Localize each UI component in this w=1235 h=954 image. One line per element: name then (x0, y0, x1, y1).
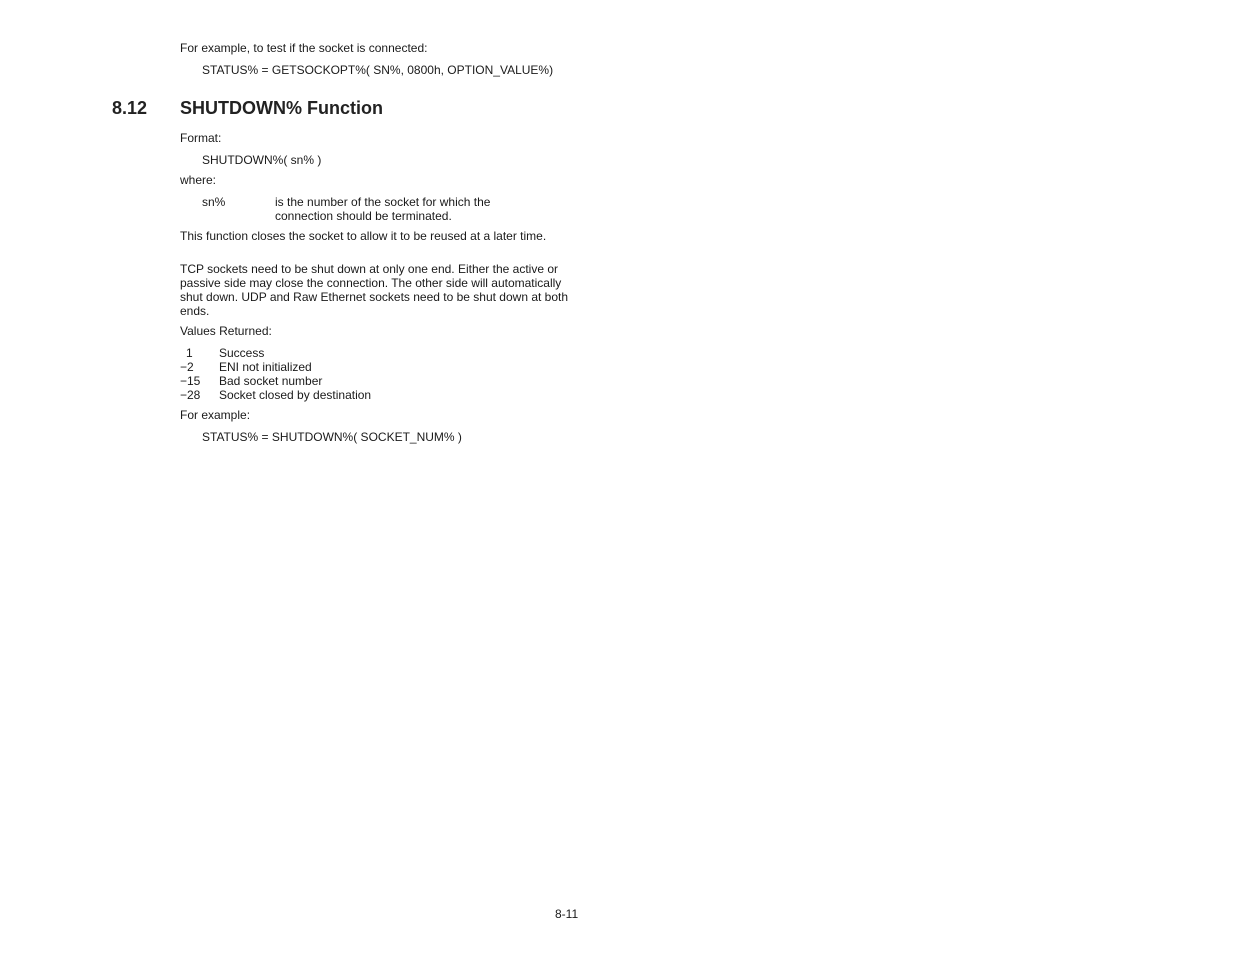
where-label: where: (180, 173, 217, 187)
intro-code: STATUS% = GETSOCKOPT%( SN%, 0800h, OPTION_VALUE%) (202, 63, 554, 77)
return-description: Socket closed by destination (219, 388, 372, 402)
values-returned-label: Values Returned: (180, 324, 272, 338)
section-number: 8.12 (112, 98, 148, 118)
return-description: ENI not initialized (219, 360, 312, 374)
example-label: For example: (180, 408, 251, 422)
return-code: −2 (180, 360, 194, 374)
format-label: Format: (180, 131, 222, 145)
return-description: Bad socket number (219, 374, 323, 388)
return-code: 1 (186, 346, 193, 360)
format-code: SHUTDOWN%( sn% ) (202, 153, 322, 167)
intro-text: For example, to test if the socket is connected: (180, 41, 428, 55)
paragraph-2: TCP sockets need to be shut down at only one end. Either the active or passive side may close the connection. The other side will automatically shut down. UDP and Raw Ethernet sockets need to be shut down at both ends. (180, 262, 569, 318)
page-number: 8-11 (555, 907, 579, 921)
paragraph-1: This function closes the socket to allow it to be reused at a later time. (180, 229, 547, 243)
section-title: SHUTDOWN% Function (180, 98, 383, 118)
return-description: Success (219, 346, 265, 360)
where-definition: is the number of the socket for which the connection should be terminated. (275, 195, 491, 223)
where-term: sn% (202, 195, 226, 209)
example-code: STATUS% = SHUTDOWN%( SOCKET_NUM% ) (202, 430, 462, 444)
return-code: −28 (180, 388, 201, 402)
return-code: −15 (180, 374, 201, 388)
